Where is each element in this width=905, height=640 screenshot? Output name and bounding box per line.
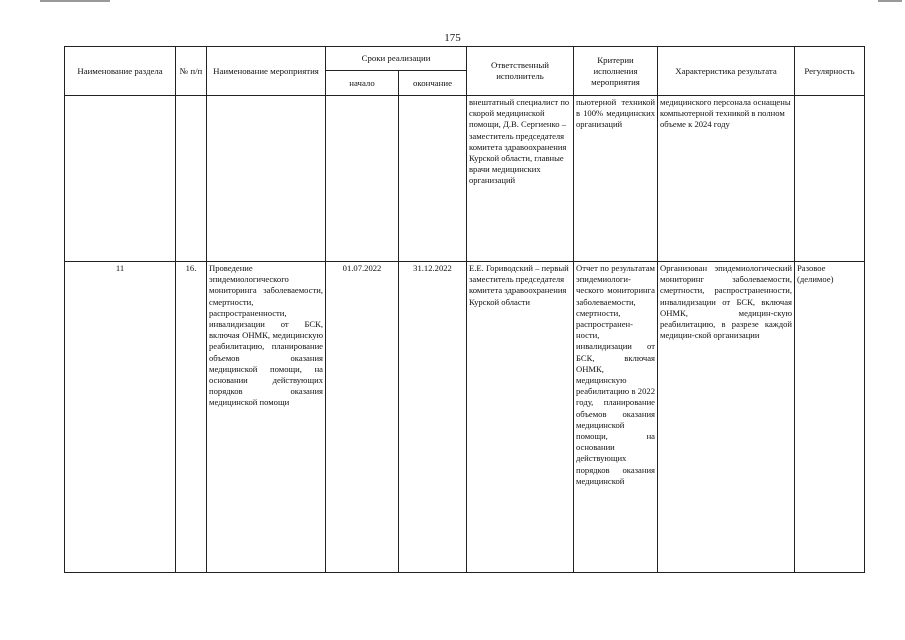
- plan-table: [64, 46, 865, 573]
- header-start: начало: [326, 71, 399, 96]
- cell-regularity: [795, 96, 865, 262]
- header-responsible: Ответственный исполнитель: [467, 47, 574, 96]
- cell-end: 31.12.2022: [399, 262, 467, 573]
- cell-section: 11: [65, 262, 176, 573]
- cell-start: [326, 96, 399, 262]
- top-left-scan-mark: [40, 0, 110, 2]
- header-criteria: Критерии исполнения мероприятия: [574, 47, 658, 96]
- cell-num: [176, 96, 207, 262]
- cell-criteria: Отчет по результатам эпидемиологи-ческого мониторинга заболеваемости, смертности, распространен-ности, инвалидизации от БСК, включая ОНМК, медицинскую реабилитацию в 2022 году, планирование объемов оказания медицинской помощи, на основании действующих порядков оказания медицинской: [574, 262, 658, 573]
- cell-start: 01.07.2022: [326, 262, 399, 573]
- cell-event: Проведение эпидемиологического мониторинга заболеваемости, смертности, распространенности, инвалидизации от БСК, включая ОНМК, медицинскую реабилитацию, планирование объемов оказания медицинской помощи, на основании действующих порядков оказания медицинской помощи: [207, 262, 326, 573]
- header-row-1: [65, 47, 865, 71]
- header-num: № п/п: [176, 47, 207, 96]
- header-result: Характеристика результата: [658, 47, 795, 96]
- page-number: 175: [444, 32, 461, 44]
- table-row: [65, 96, 865, 262]
- cell-responsible: внештатный специалист по скорой медицинской помощи, Д.В. Сергиенко – заместитель председателя комитета здравоохранения Курской области, главные врачи медицинских организаций: [467, 96, 574, 262]
- cell-result: Организован эпидемиологический мониторинг заболеваемости, смертности, распространенности, инвалидизации от БСК, включая ОНМК, медицин-скую реабилитацию, в разрезе каждой медицин-ской организации: [658, 262, 795, 573]
- cell-result: медицинского персонала оснащены компьютерной техникой в полном объеме к 2024 году: [658, 96, 795, 262]
- cell-section: [65, 96, 176, 262]
- header-section-name: Наименование раздела: [65, 47, 176, 96]
- cell-end: [399, 96, 467, 262]
- header-timeframe: Сроки реализации: [326, 47, 467, 71]
- cell-criteria: пьютерной техникой в 100% медицинских организаций: [574, 96, 658, 262]
- header-regularity: Регулярность: [795, 47, 865, 96]
- table-row: [65, 262, 865, 573]
- cell-event: [207, 96, 326, 262]
- header-event-name: Наименование мероприятия: [207, 47, 326, 96]
- cell-responsible: Е.Е. Гориводский – первый заместитель председателя комитета здравоохранения Курской области: [467, 262, 574, 573]
- cell-num: 16.: [176, 262, 207, 573]
- header-end: окончание: [399, 71, 467, 96]
- top-right-scan-mark: [878, 0, 902, 2]
- cell-regularity: Разовое (делимое): [795, 262, 865, 573]
